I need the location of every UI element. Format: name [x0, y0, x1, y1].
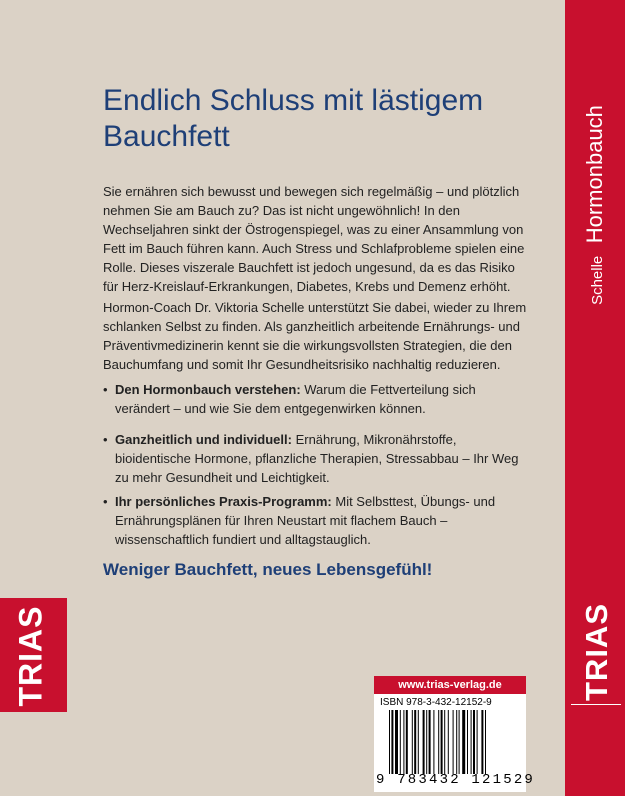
author-paragraph: Hormon-Coach Dr. Viktoria Schelle unterstützt Sie dabei, wieder zu Ihrem schlanken Selbst zu finden. Als ganzheitlich arbeitende Ernährungs- und Präventivmedizinerin kennt sie die wirkungsvollsten Strategien, die den Bauchumfang und somit Ihr Gesundheitsrisiko nachhaltig reduzieren.: [103, 300, 527, 372]
feature-item-ganzheitlich: [103, 430, 528, 487]
barcode-digits: 9 783432 121529: [376, 772, 536, 788]
bullet-icon: •: [103, 382, 108, 397]
feature-title: Ganzheitlich und individuell:: [115, 432, 292, 447]
feature-item-hormonbauch: [103, 380, 528, 418]
bullet-icon: •: [103, 494, 108, 509]
feature-text: Mit Selbsttest, Übungs- und Ernährungsplänen für Ihren Neustart mit flachem Bauch – wissenschaftlich fundiert und alltagstauglich.: [115, 494, 496, 547]
feature-title: Den Hormonbauch verstehen:: [115, 382, 301, 397]
spine-title: Hormonbauch: [582, 105, 607, 244]
feature-text: Ernährung, Mikronährstoffe, bioidentische Hormone, pflanzliche Therapien, Stressabbau – Ihr Weg zu mehr Gesundheit und Leichtigkeit.: [115, 432, 519, 485]
feature-item-praxis-programm: [103, 492, 528, 549]
spine-divider: [571, 704, 621, 705]
bullet-icon: •: [103, 432, 108, 447]
isbn-label: ISBN 978-3-432-12152-9: [380, 697, 492, 708]
spine-title-block: [582, 105, 608, 305]
intro-paragraph: Sie ernähren sich bewusst und bewegen sich regelmäßig – und plötzlich nehmen Sie am Bauch zu? Das ist nicht ungewöhnlich! In den Wechseljahren sinkt der Östrogenspiegel, was zu einer Ansammlung von Fett im Bauch führen kann. Auch Stress und Schlafprobleme spielen eine Rolle. Dieses viszerale Bauchfett ist jedoch ungesund, da es das Risiko für Herz-Kreislauf-Erkrankungen, Diabetes, Krebs und Demenz erhöht.: [103, 184, 525, 294]
publisher-url: www.trias-verlag.de: [374, 676, 526, 694]
feature-text: Warum die Fettverteilung sich verändert – und wie Sie dem entgegenwirken können.: [115, 382, 476, 416]
barcode-icon: [389, 710, 521, 774]
tagline: Weniger Bauchfett, neues Lebensgefühl!: [103, 560, 433, 579]
feature-title: Ihr persönliches Praxis-Programm:: [115, 494, 332, 509]
spine-publisher-logo: TRIAS: [579, 603, 614, 701]
headline: Endlich Schluss mit lästigem Bauchfett: [103, 84, 484, 153]
publisher-logo: TRIAS: [12, 605, 49, 707]
spine-author: Schelle: [589, 255, 606, 305]
